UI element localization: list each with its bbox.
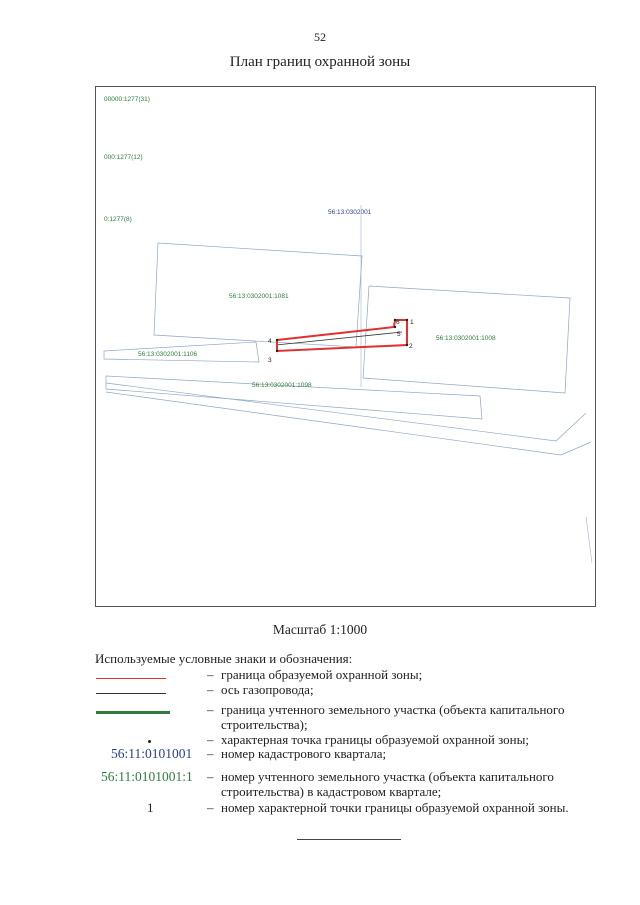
point-number-5: 5 <box>397 331 401 338</box>
boundary-plan-map <box>96 87 597 608</box>
point-5 <box>394 326 396 328</box>
point-1 <box>406 319 408 321</box>
legend-desc-parcel-number: номер учтенного земельного участка (объекта капитального строительства) в кадастровом квартале; <box>221 769 554 799</box>
road-edge-lower <box>106 392 591 455</box>
legend-symbol-parcel-code: 56:11:0101001:1 <box>101 769 193 784</box>
legend-symbol-quarter-code: 56:11:0101001 <box>111 746 193 761</box>
footer-rule <box>297 839 401 840</box>
edge-label-3: 0:1277(8) <box>104 216 132 223</box>
legend-dash: – <box>207 746 214 761</box>
legend-dash: – <box>207 667 214 682</box>
legend-heading: Используемые условные знаки и обозначения: <box>95 651 353 666</box>
map-frame <box>95 86 596 607</box>
legend-dash: – <box>207 800 214 815</box>
point-number-1: 1 <box>410 319 414 326</box>
legend-dash: – <box>207 682 214 697</box>
boundary-line-right <box>586 517 592 563</box>
legend-symbol-red-line <box>96 678 166 679</box>
edge-label-2: 000:1277(12) <box>104 154 143 161</box>
point-number-3: 3 <box>268 357 272 364</box>
map-scale: Масштаб 1:1000 <box>272 622 368 637</box>
parcel-label-1106: 56:13:0302001:1106 <box>138 351 198 358</box>
page-title: План границ охранной зоны <box>229 54 411 70</box>
point-2 <box>406 344 408 346</box>
legend-symbol-point <box>148 740 151 743</box>
page-number: 52 <box>314 30 326 44</box>
point-number-2: 2 <box>409 343 413 350</box>
edge-label-1: 00000:1277(31) <box>104 96 150 103</box>
legend-symbol-point-number: 1 <box>147 800 154 815</box>
legend-dash: – <box>207 702 214 717</box>
point-number-4: 4 <box>268 338 272 345</box>
legend-desc-quarter-number: номер кадастрового квартала; <box>221 746 387 761</box>
parcel-label-1081: 56:13:0302001:1081 <box>229 293 289 300</box>
legend-desc-parcel-border: граница учтенного земельного участка (объекта капитального строительства); <box>221 702 565 732</box>
road-edge-upper <box>106 383 586 441</box>
legend-desc-point-number: номер характерной точки границы образуемой охранной зоны. <box>221 800 569 815</box>
legend-symbol-black-line <box>96 693 166 694</box>
parcel-label-1098: 56:13:0302001:1098 <box>252 382 312 389</box>
legend-dash: – <box>207 769 214 784</box>
point-number-6: 6 <box>396 319 400 326</box>
legend-symbol-green-line <box>96 711 170 714</box>
quarter-label: 56:13:0302001 <box>328 209 372 216</box>
point-3 <box>276 350 278 352</box>
parcel-label-1008: 56:13:0302001:1008 <box>436 335 496 342</box>
legend-desc-characteristic-point: характерная точка границы образуемой охранной зоны; <box>221 732 529 747</box>
legend-desc-gas-axis: ось газопровода; <box>221 682 314 697</box>
legend-desc-protection-zone: граница образуемой охранной зоны; <box>221 667 423 682</box>
legend-dash: – <box>207 732 214 747</box>
point-4 <box>276 339 278 341</box>
